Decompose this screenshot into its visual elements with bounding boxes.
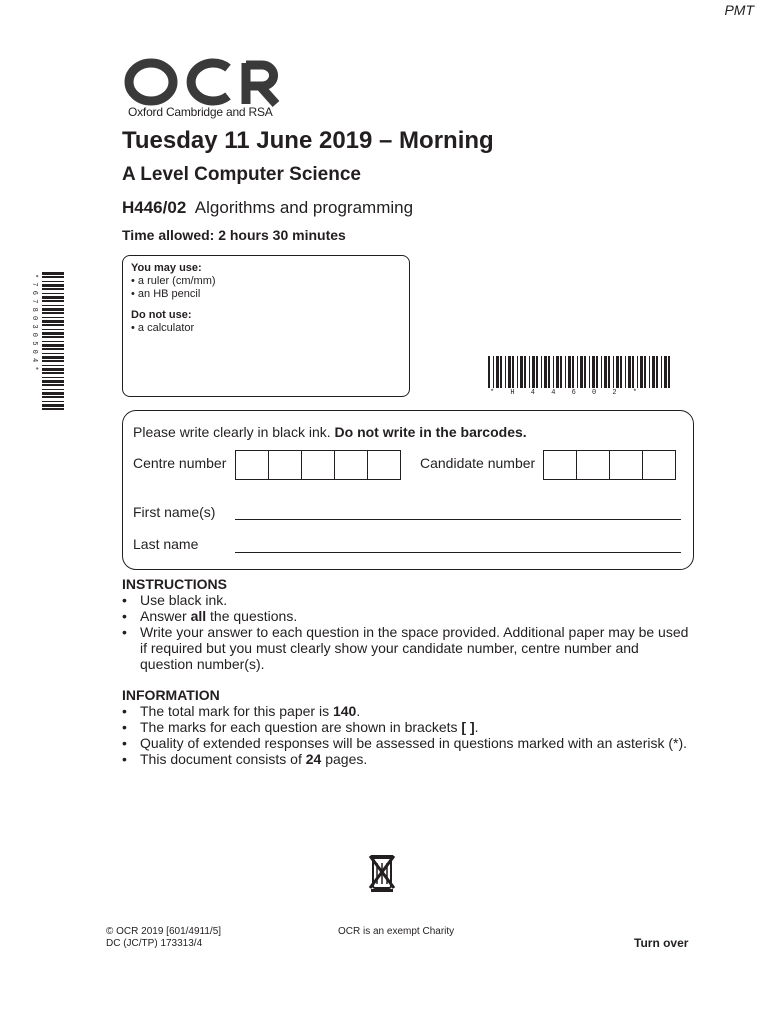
- corner-tag: PMT: [724, 2, 754, 18]
- centre-number-boxes[interactable]: [235, 450, 401, 480]
- text: .: [474, 719, 479, 735]
- candidate-number-label: Candidate number: [420, 455, 536, 471]
- list-item: [122, 608, 692, 624]
- time-allowed: Time allowed: 2 hours 30 minutes: [122, 227, 346, 243]
- logo-tagline: Oxford Cambridge and RSA: [128, 105, 273, 119]
- may-use-heading: You may use:: [131, 262, 202, 274]
- side-barcode: [30, 272, 66, 410]
- footer-left: [106, 926, 221, 950]
- ink-instruction: [133, 424, 527, 440]
- list-item: [122, 703, 692, 719]
- total-mark: 140: [332, 703, 357, 719]
- exam-date-title: Tuesday 11 June 2019 – Morning: [122, 127, 494, 154]
- turn-over[interactable]: Turn over: [634, 936, 689, 950]
- page-count: 24: [305, 751, 322, 767]
- text: the questions.: [206, 608, 298, 624]
- ocr-logo: [124, 57, 280, 107]
- list-item: [122, 719, 692, 735]
- paper-code: H446/02: [122, 198, 187, 217]
- do-not-use-list: [131, 322, 401, 335]
- paper-barcode: [488, 356, 670, 396]
- first-name-label: First name(s): [133, 504, 216, 520]
- centre-number-label: Centre number: [133, 455, 227, 471]
- paper-line: [122, 198, 413, 218]
- svg-text:* 7 6 7 8 0 3 0 5 0 4 *: * 7 6 7 8 0 3 0 5 0 4 *: [30, 274, 38, 371]
- text: pages.: [321, 751, 368, 767]
- instructions-heading: INSTRUCTIONS: [122, 576, 227, 592]
- document-ref: DC (JC/TP) 173313/4: [106, 938, 203, 949]
- candidate-number-boxes[interactable]: [543, 450, 676, 480]
- last-name-label: Last name: [133, 536, 199, 552]
- candidate-digit-box[interactable]: [576, 450, 610, 480]
- equipment-box: [122, 255, 410, 397]
- centre-digit-box[interactable]: [334, 450, 368, 480]
- centre-digit-box[interactable]: [235, 450, 269, 480]
- list-item: • Write your answer to each question in the space provided. Additional paper may be used if required but you must clearly show your candidate number, centre number and question number(s).: [122, 624, 692, 672]
- list-item: • a ruler (cm/mm): [131, 275, 401, 288]
- copyright: © OCR 2019 [601/4911/5]: [106, 926, 222, 937]
- text: .: [356, 703, 361, 719]
- information-heading: INFORMATION: [122, 687, 220, 703]
- charity-note: OCR is an exempt Charity: [338, 926, 455, 937]
- text: The marks for each question are shown in brackets: [140, 719, 462, 735]
- text: This document consists of: [140, 751, 306, 767]
- may-use-list: [131, 275, 401, 301]
- centre-digit-box[interactable]: [367, 450, 401, 480]
- centre-digit-box[interactable]: [268, 450, 302, 480]
- list-item: • an HB pencil: [131, 288, 401, 301]
- do-not-use-heading: Do not use:: [131, 309, 192, 321]
- candidate-digit-box[interactable]: [642, 450, 676, 480]
- first-name-field[interactable]: [235, 519, 681, 520]
- brackets: [ ]: [461, 719, 475, 735]
- centre-digit-box[interactable]: [301, 450, 335, 480]
- recycle-icon: [368, 852, 396, 892]
- candidate-digit-box[interactable]: [543, 450, 577, 480]
- svg-text:* H 4 4 6 0 2 *: * H 4 4 6 0 2 *: [490, 389, 644, 396]
- instructions-section: [122, 576, 692, 672]
- list-item: [122, 751, 692, 767]
- barcode-warning: Do not write in the barcodes.: [334, 424, 527, 440]
- list-item: • Quality of extended responses will be assessed in questions marked with an asterisk (*).: [122, 735, 692, 751]
- candidate-digit-box[interactable]: [609, 450, 643, 480]
- list-item: • a calculator: [131, 322, 401, 335]
- emphasis: all: [190, 608, 207, 624]
- text: Answer: [140, 608, 191, 624]
- list-item: • Use black ink.: [122, 592, 692, 608]
- paper-name: Algorithms and programming: [194, 198, 414, 217]
- text: The total mark for this paper is: [140, 703, 333, 719]
- information-section: [122, 687, 692, 767]
- last-name-field[interactable]: [235, 552, 681, 553]
- ink-instruction-text: Please write clearly in black ink.: [133, 424, 335, 440]
- subject-title: A Level Computer Science: [122, 164, 361, 185]
